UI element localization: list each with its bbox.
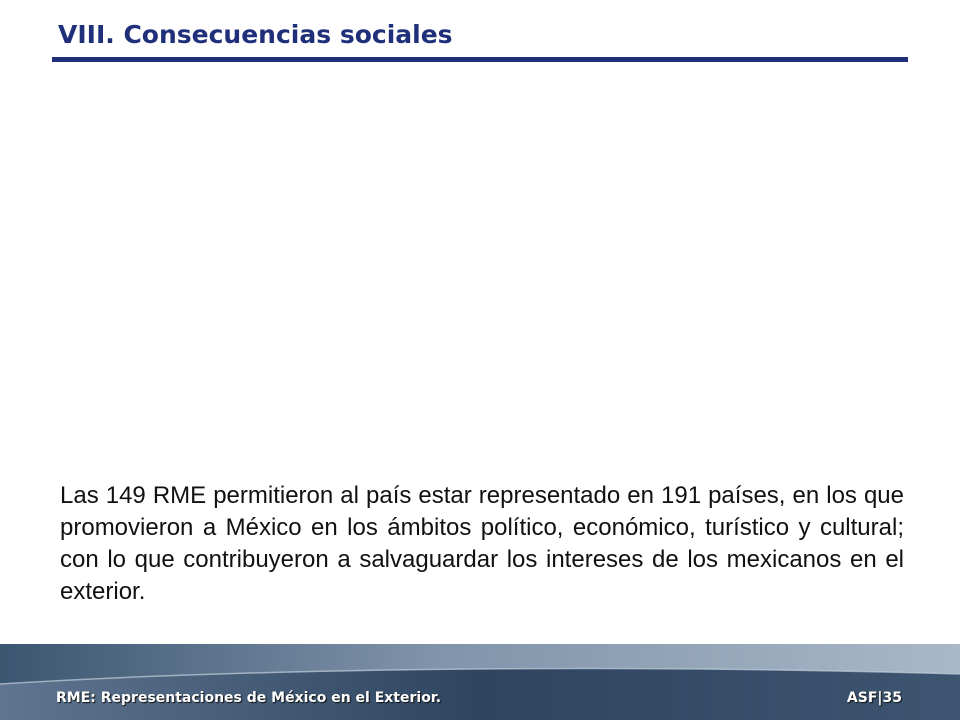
title-underline xyxy=(52,57,908,62)
footer-note: RME: Representaciones de México en el Exterior. xyxy=(56,690,442,706)
page-separator: | xyxy=(877,690,883,706)
slide-title: VIII. Consecuencias sociales xyxy=(58,20,453,49)
footer-wave-graphic xyxy=(0,644,960,720)
page-number: 35 xyxy=(882,690,902,706)
org-label: ASF xyxy=(846,690,878,706)
footer-band xyxy=(0,644,960,720)
page-marker xyxy=(847,689,902,707)
body-paragraph: Las 149 RME permitieron al país estar representado en 191 países, en los que promovieron a México en los ámbitos político, económico, turístico y cultural; con lo que contribuyeron a salvaguardar los intereses de los mexicanos en el exterior. xyxy=(60,482,904,605)
